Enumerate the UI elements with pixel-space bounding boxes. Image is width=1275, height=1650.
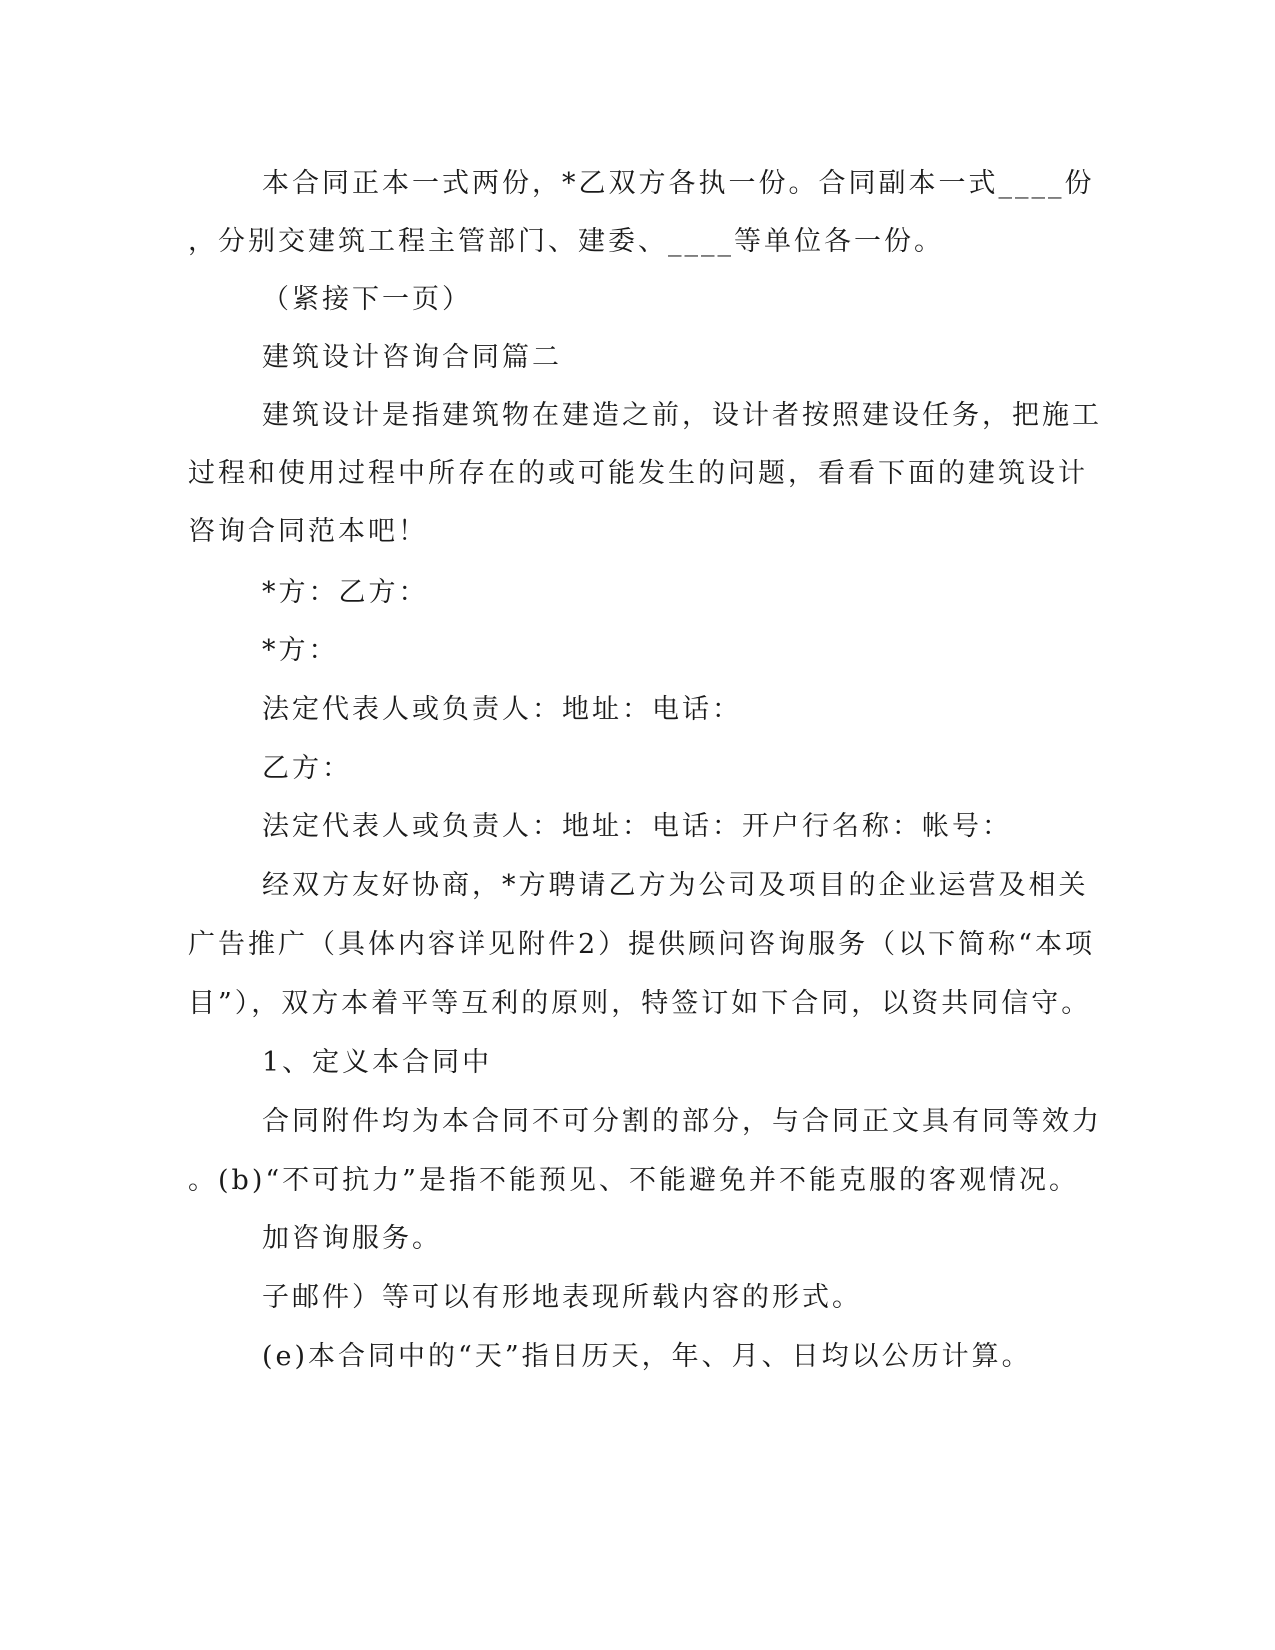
email-form-line: 子邮件）等可以有形地表现所载内容的形式。 [262, 1282, 862, 1313]
party-b-label: 乙方： [262, 753, 352, 784]
party-b-details: 法定代表人或负责人：地址：电话：开户行名称：帐号： [262, 811, 1012, 842]
intro-paragraph-line-2: 过程和使用过程中所存在的或可能发生的问题，看看下面的建筑设计 [188, 458, 1088, 489]
definition-paragraph-line-1: 合同附件均为本合同不可分割的部分，与合同正文具有同等效力 [262, 1106, 1102, 1137]
definition-paragraph-line-2: 。(b)“不可抗力”是指不能预见、不能避免并不能克服的客观情况。 [188, 1165, 1079, 1196]
day-definition-line: (e)本合同中的“天”指日历天，年、月、日均以公历计算。 [262, 1341, 1032, 1372]
paragraph-copies-line-2: ，分别交建筑工程主管部门、建委、____等单位各一份。 [188, 226, 944, 257]
section-title: 建筑设计咨询合同篇二 [262, 342, 562, 373]
parties-line: *方：乙方： [262, 577, 429, 608]
agreement-paragraph-line-3: 目”），双方本着平等互利的原则，特签订如下合同，以资共同信守。 [188, 988, 1092, 1019]
consulting-service-line: 加咨询服务。 [262, 1223, 442, 1254]
party-a-details: 法定代表人或负责人：地址：电话： [262, 694, 742, 725]
continued-next-page-note: （紧接下一页） [262, 284, 472, 315]
party-a-label: *方： [262, 635, 339, 666]
agreement-paragraph-line-2: 广告推广（具体内容详见附件2）提供顾问咨询服务（以下简称“本项 [188, 929, 1095, 960]
intro-paragraph-line-1: 建筑设计是指建筑物在建造之前，设计者按照建设任务，把施工 [262, 400, 1102, 431]
intro-paragraph-line-3: 咨询合同范本吧！ [188, 516, 428, 547]
definition-heading: 1、定义本合同中 [262, 1047, 493, 1078]
paragraph-copies-line-1: 本合同正本一式两份，*乙双方各执一份。合同副本一式____份 [262, 168, 1095, 199]
agreement-paragraph-line-1: 经双方友好协商，*方聘请乙方为公司及项目的企业运营及相关 [262, 870, 1089, 901]
